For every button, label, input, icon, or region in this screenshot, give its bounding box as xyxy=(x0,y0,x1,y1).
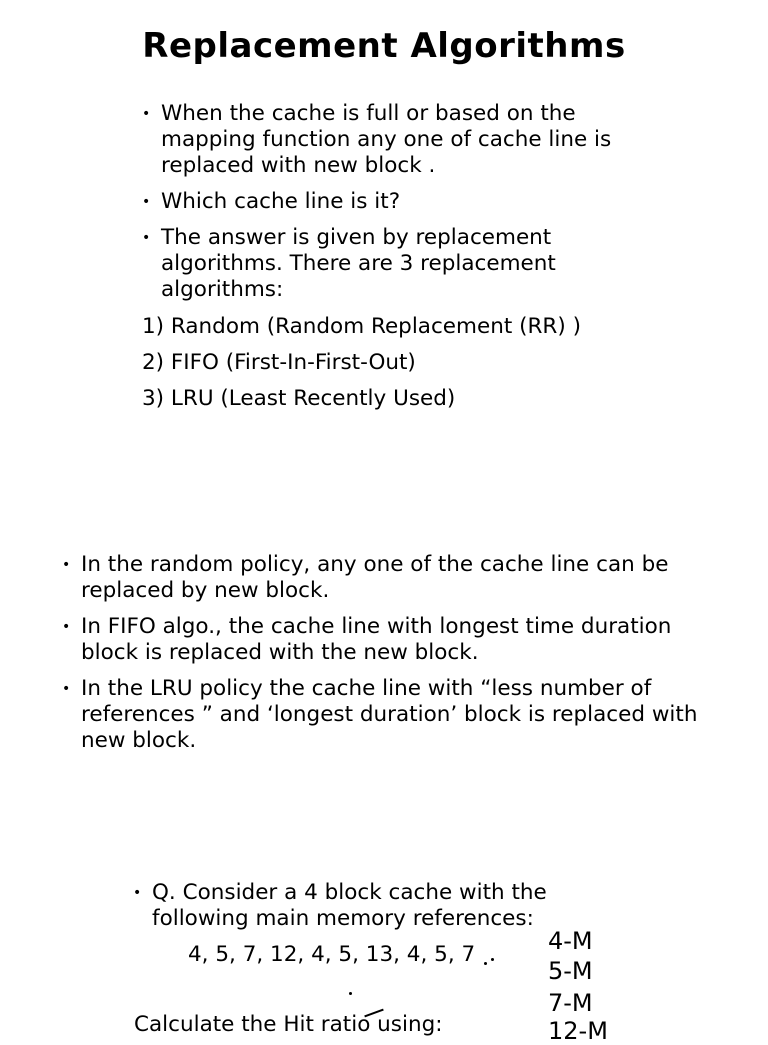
question-text: • Q. Consider a 4 block cache with the following main memory references: xyxy=(152,880,582,932)
intro-bullet: • The answer is given by replacement algorithms. There are 3 replacement algorithms: xyxy=(161,225,621,303)
handwritten-note: 12-M xyxy=(548,1017,608,1045)
policy-bullet: • In FIFO algo., the cache line with longest time duration block is replaced with the new block. xyxy=(81,614,721,666)
policy-bullet: • In the random policy, any one of the cache line can be replaced by new block. xyxy=(81,552,721,604)
algorithm-item: 1) Random (Random Replacement (RR) ) xyxy=(142,314,581,339)
page-title: Replacement Algorithms xyxy=(142,26,626,66)
pen-mark xyxy=(484,962,487,965)
pen-mark xyxy=(491,958,494,961)
memory-references: 4, 5, 7, 12, 4, 5, 13, 4, 5, 7 xyxy=(188,942,476,967)
algorithm-item: 3) LRU (Least Recently Used) xyxy=(142,386,456,411)
algorithm-list xyxy=(142,314,581,422)
handwritten-note: 7-M xyxy=(548,989,593,1017)
policy-bullet: • In the LRU policy the cache line with “less number of references ” and ‘longest duration’ block is replaced with new block. xyxy=(81,676,721,754)
pen-mark xyxy=(349,992,352,995)
intro-bullet: • Which cache line is it? xyxy=(161,189,621,215)
handwritten-note: 4-M xyxy=(548,927,593,955)
policy-bullet-list xyxy=(81,552,721,764)
handwritten-note: 5-M xyxy=(548,957,593,985)
algorithm-item: 2) FIFO (First-In-First-Out) xyxy=(142,350,416,375)
intro-bullet: • When the cache is full or based on the mapping function any one of cache line is replaced with new block . xyxy=(161,101,621,179)
question-bullet-list xyxy=(152,880,582,942)
intro-bullet-list xyxy=(161,101,621,313)
calculate-instruction: Calculate the Hit ratio using: xyxy=(134,1012,443,1037)
